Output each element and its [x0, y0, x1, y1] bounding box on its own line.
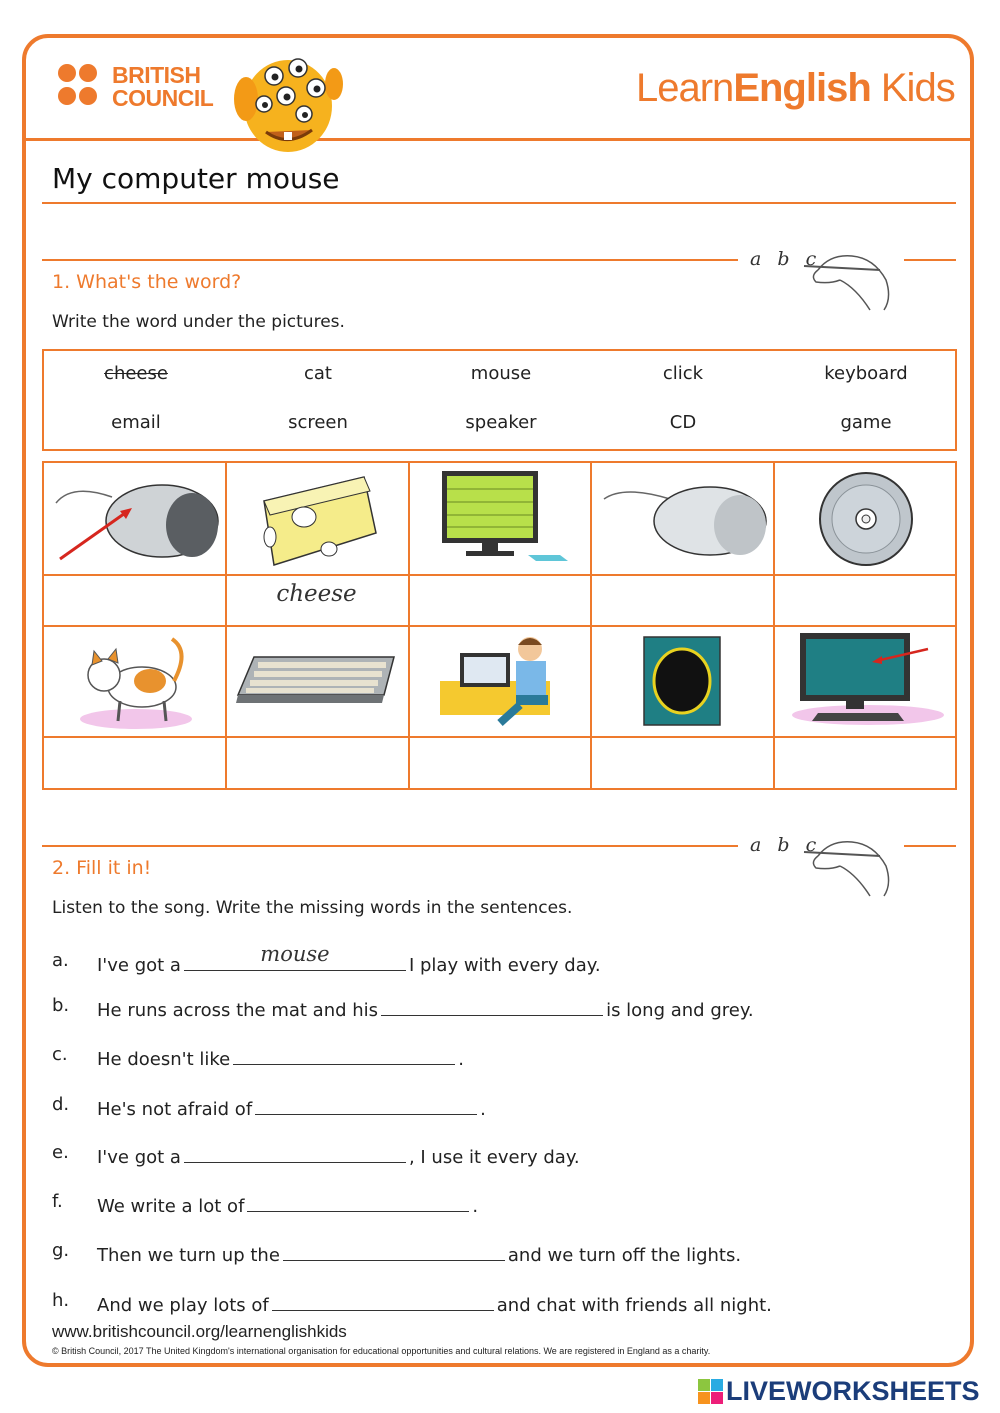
answer-blank[interactable] — [184, 1142, 406, 1163]
footer-url[interactable]: www.britishcouncil.org/learnenglishkids — [52, 1322, 347, 1341]
sentence-letter: c. — [52, 1044, 68, 1065]
sentence-b — [52, 995, 932, 1025]
monster-mascot-icon — [226, 44, 346, 159]
section1-rule-left — [42, 259, 738, 261]
sentence-letter: b. — [52, 995, 70, 1016]
boy-email-icon — [440, 631, 560, 735]
section1-title: 1. What's the word? — [52, 271, 242, 293]
sentence-c — [52, 1044, 932, 1074]
writing-hand-icon — [800, 826, 900, 904]
writing-hand-icon — [800, 240, 900, 318]
sentence-d — [52, 1094, 932, 1124]
liveworksheets-text: LIVEWORKSHEETS — [726, 1376, 980, 1406]
sentence-letter: h. — [52, 1290, 70, 1311]
sentence-f — [52, 1191, 932, 1221]
mouse-click-icon — [52, 473, 220, 567]
sentence-before: He's not afraid of — [97, 1099, 253, 1120]
word-bank-item: click — [662, 363, 704, 384]
word-bank-item: speaker — [465, 412, 537, 433]
sentence-after: , I use it every day. — [408, 1147, 580, 1168]
section1-rule-right — [904, 259, 956, 261]
sentence-before: He doesn't like — [97, 1049, 231, 1070]
sentence-letter: g. — [52, 1240, 70, 1261]
sentence-g — [52, 1240, 932, 1270]
sentence-before: We write a lot of — [97, 1196, 245, 1217]
word-bank-item: screen — [288, 412, 348, 433]
footer-copyright: © British Council, 2017 The United Kingdom's international organisation for educational opportunities and cultural relations. We are registered in England as a charity. — [52, 1346, 711, 1356]
title-divider — [42, 202, 956, 204]
logo-english: English — [733, 66, 871, 110]
sentence-after: . — [472, 1196, 479, 1217]
sentence-before: Then we turn up the — [97, 1245, 280, 1266]
picture-grid — [42, 461, 957, 790]
sentence-letter: a. — [52, 950, 69, 971]
word-bank — [42, 349, 957, 451]
sentence-letter: d. — [52, 1094, 70, 1115]
word-bank-item: email — [111, 412, 161, 433]
answer-blank[interactable] — [233, 1044, 455, 1065]
liveworksheets-icon — [698, 1379, 724, 1405]
cheese-icon — [254, 471, 384, 569]
word-bank-item: cheese — [104, 363, 168, 384]
screen-icon — [788, 631, 948, 731]
sentence-a — [52, 942, 932, 980]
answer-blank[interactable] — [381, 995, 603, 1016]
section1-instruction: Write the word under the pictures. — [52, 312, 345, 332]
picture-answer[interactable]: cheese — [276, 581, 357, 607]
section1-abc: a b c — [750, 248, 822, 270]
sentence-before: I've got a — [97, 1147, 181, 1168]
section2-title: 2. Fill it in! — [52, 857, 152, 879]
logo-line-2: COUNCIL — [112, 85, 214, 111]
logo-line-1: BRITISH — [112, 62, 201, 88]
computer-game-icon — [432, 469, 572, 569]
word-bank-item: mouse — [470, 363, 532, 384]
word-bank-item: CD — [669, 412, 697, 433]
header-divider — [24, 138, 974, 141]
word-bank-item: keyboard — [824, 363, 908, 384]
sentence-h — [52, 1290, 932, 1320]
sentence-after: . — [480, 1099, 486, 1120]
learnenglish-kids-logo — [636, 66, 955, 111]
sentence-after: is long and grey. — [606, 1000, 754, 1021]
speaker-icon — [640, 633, 724, 729]
answer-blank[interactable] — [184, 942, 406, 971]
page-title: My computer mouse — [52, 162, 340, 195]
sentence-after: . — [458, 1049, 464, 1070]
logo-learn: Learn — [636, 66, 734, 110]
cd-icon — [816, 469, 916, 569]
keyboard-icon — [234, 651, 400, 711]
sentence-after: and chat with friends all night. — [496, 1295, 772, 1316]
section2-instruction: Listen to the song. Write the missing words in the sentences. — [52, 898, 573, 918]
answer-blank[interactable] — [255, 1094, 477, 1115]
sentence-before: He runs across the mat and his — [97, 1000, 379, 1021]
section2-rule-left — [42, 845, 738, 847]
sentence-before: I've got a — [97, 955, 181, 976]
sentence-after: and we turn off the lights. — [507, 1245, 742, 1266]
sentence-letter: e. — [52, 1142, 69, 1163]
answer-blank[interactable] — [272, 1290, 494, 1311]
sentence-letter: f. — [52, 1191, 63, 1212]
logo-kids: Kids — [870, 66, 955, 110]
answer-blank[interactable] — [283, 1240, 505, 1261]
sentence-after: I play with every day. — [408, 955, 601, 976]
answer-blank[interactable] — [247, 1191, 469, 1212]
word-bank-item: game — [840, 412, 892, 433]
computer-mouse-icon — [600, 477, 768, 563]
answer-text: mouse — [260, 942, 330, 966]
cat-icon — [72, 631, 192, 731]
sentence-e — [52, 1142, 932, 1172]
section2-rule-right — [904, 845, 956, 847]
word-bank-item: cat — [304, 363, 332, 384]
section2-abc: a b c — [750, 834, 822, 856]
sentence-before: And we play lots of — [97, 1295, 269, 1316]
